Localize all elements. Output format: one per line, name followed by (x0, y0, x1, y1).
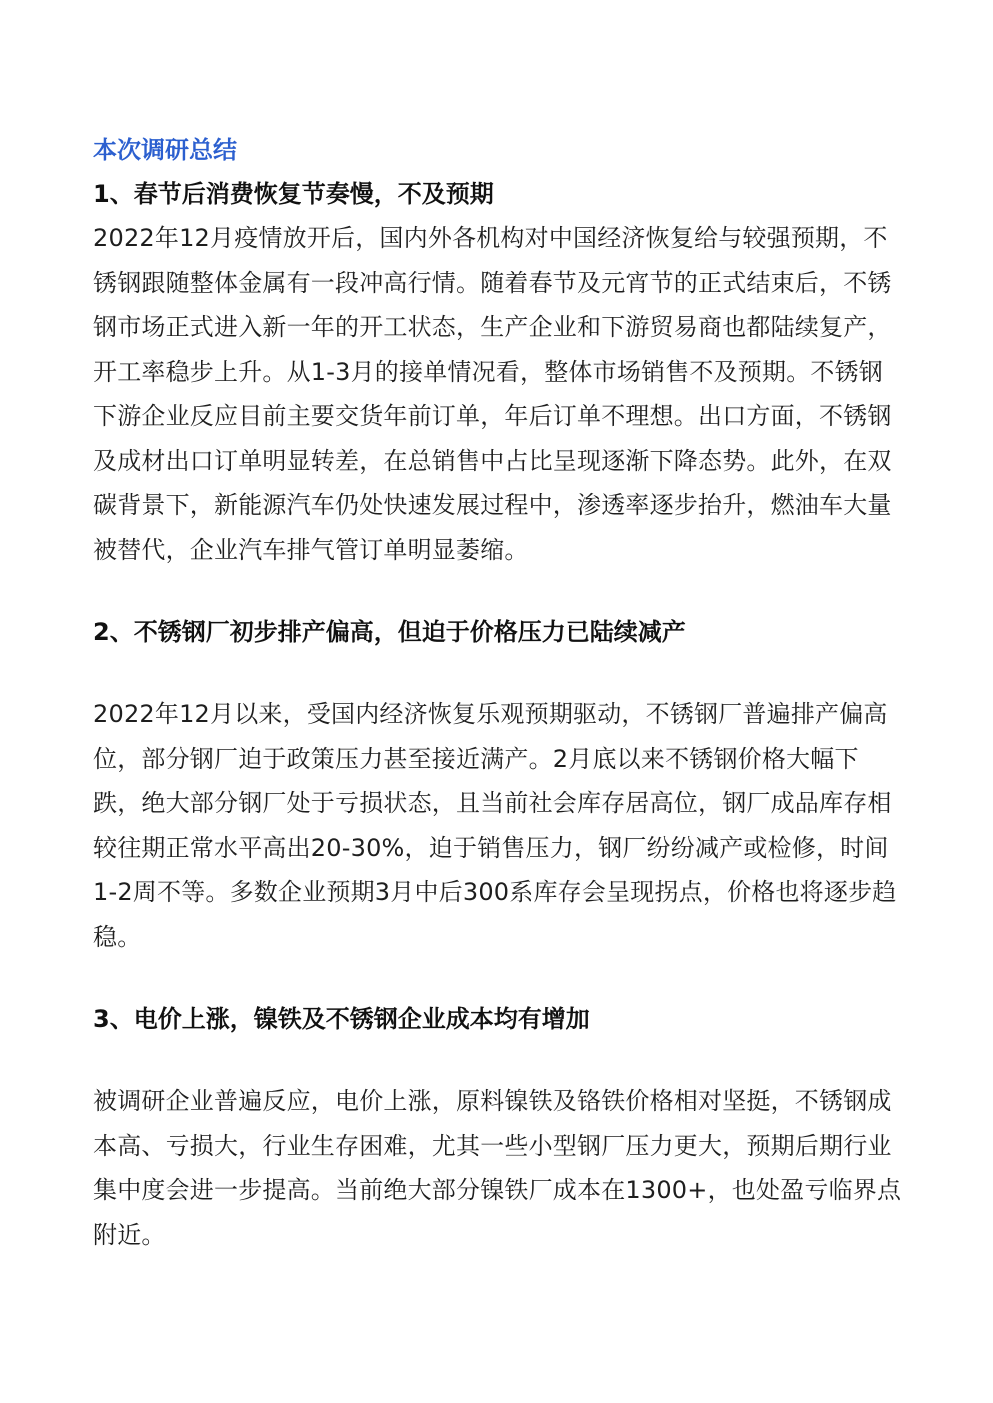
section-3-heading: 3、电价上涨，镍铁及不锈钢企业成本均有增加 (93, 1005, 590, 1033)
spacer (93, 1041, 903, 1079)
document-content (93, 128, 903, 1257)
spacer (93, 959, 903, 997)
section-1-body: 2022年12月疫情放开后，国内外各机构对中国经济恢复给与较强预期，不锈钢跟随整体金属有一段冲高行情。随着春节及元宵节的正式结束后，不锈钢市场正式进入新一年的开工状态，生产企业和下游贸易商也都陆续复产，开工率稳步上升。从1-3月的接单情况看，整体市场销售不及预期。不锈钢下游企业反应目前主要交货年前订单，年后订单不理想。出口方面，不锈钢及成材出口订单明显转差，在总销售中占比呈现逐渐下降态势。此外，在双碳背景下，新能源汽车仍处快速发展过程中，渗透率逐步抬升，燃油车大量被替代，企业汽车排气管订单明显萎缩。 (93, 224, 892, 564)
section-2-body: 2022年12月以来，受国内经济恢复乐观预期驱动，不锈钢厂普遍排产偏高位，部分钢厂迫于政策压力甚至接近满产。2月底以来不锈钢价格大幅下跌，绝大部分钢厂处于亏损状态，且当前社会库存居高位，钢厂成品库存相较往期正常水平高出20-30%，迫于销售压力，钢厂纷纷减产或检修，时间1-2周不等。多数企业预期3月中后300系库存会呈现拐点，价格也将逐步趋稳。 (93, 700, 897, 951)
spacer (93, 572, 903, 610)
section-2 (93, 610, 903, 959)
section-3-body: 被调研企业普遍反应，电价上涨，原料镍铁及铬铁价格相对坚挺，不锈钢成本高、亏损大，行业生存困难，尤其一些小型钢厂压力更大，预期后期行业集中度会进一步提高。当前绝大部分镍铁厂成本在1300+，也处盈亏临界点附近。 (93, 1087, 902, 1249)
section-2-heading: 2、不锈钢厂初步排产偏高，但迫于价格压力已陆续减产 (93, 618, 686, 646)
section-3 (93, 997, 903, 1257)
spacer (93, 654, 903, 692)
section-1 (93, 172, 903, 572)
section-1-heading: 1、春节后消费恢复节奏慢，不及预期 (93, 180, 494, 208)
summary-title: 本次调研总结 (93, 136, 237, 164)
